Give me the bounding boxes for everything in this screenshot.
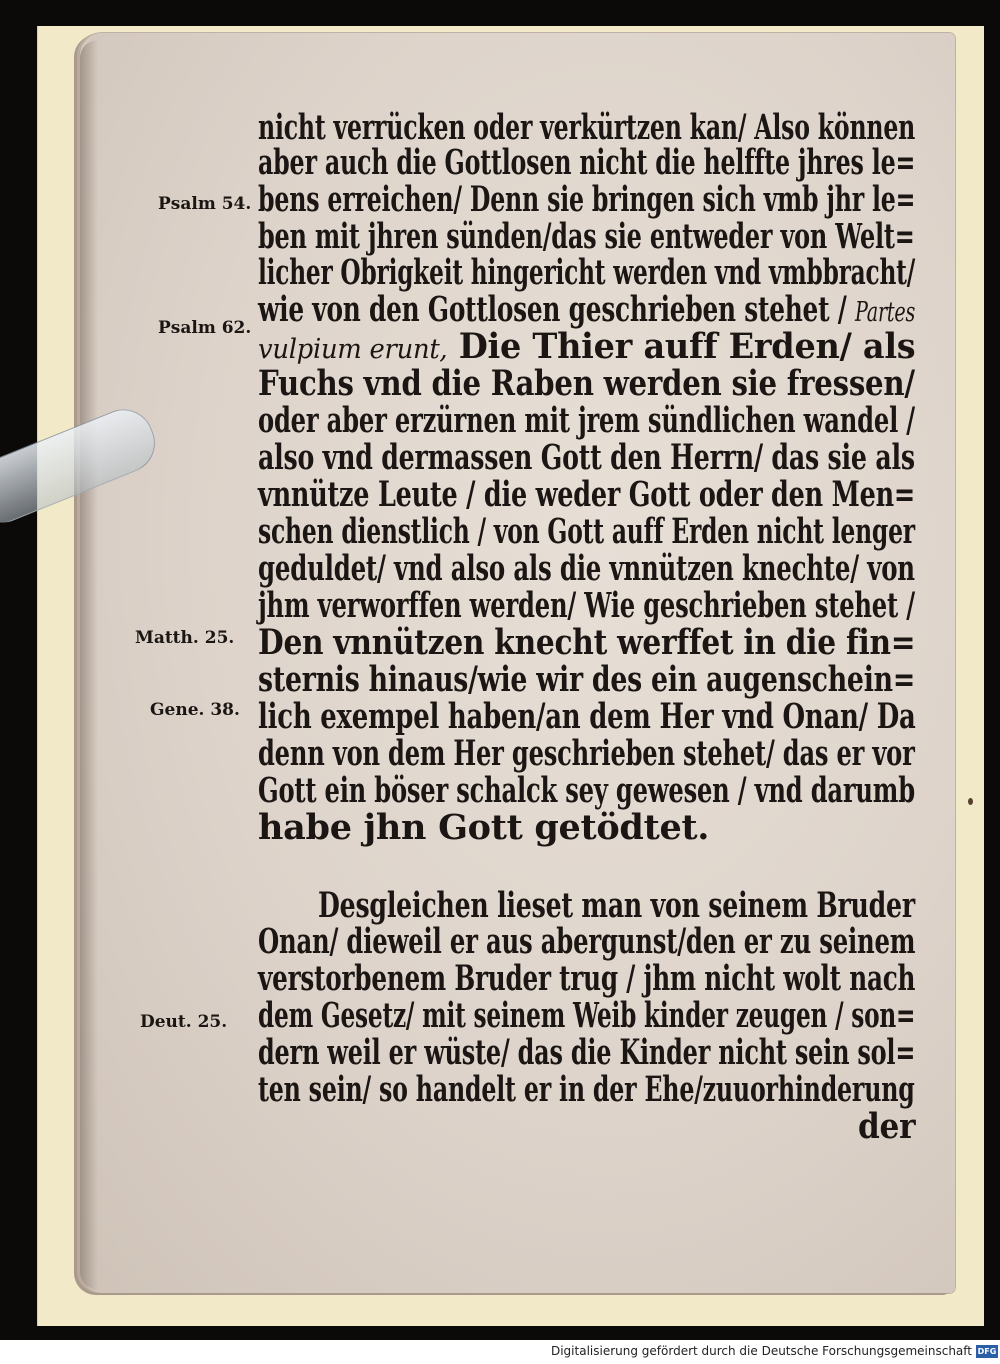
- text-line-12: schen dienstlich / von Gott auff Erden nicht lenger: [258, 511, 915, 552]
- text-line-3: bens erreichen/ Denn sie bringen sich vmb jhr le=: [258, 179, 916, 220]
- text-line-21: Desgleichen lieset man von seinem Bruder: [318, 885, 915, 926]
- ink-speck: [968, 798, 973, 805]
- text-line-11: vnnütze Leute / die weder Gott oder den Men=: [258, 474, 916, 515]
- margin-note-psalm-62: Psalm 62.: [158, 318, 252, 338]
- margin-note-matth-25: Matth. 25.: [135, 628, 235, 648]
- text-line-15: Den vnnützen knecht werffet in die fin=: [258, 622, 916, 663]
- text-line-26: ten sein/ so handelt er in der Ehe/zuuorhinderung: [258, 1069, 915, 1110]
- latin-phrase-1: Partes: [855, 297, 916, 328]
- margin-note-deut-25: Deut. 25.: [140, 1012, 228, 1032]
- text-line-18: denn von dem Her geschrieben stehet/ das er vor: [258, 733, 915, 774]
- page-edge-shadow: [80, 40, 98, 1290]
- text-line-16: sternis hinaus/wie wir des ein augenschein=: [258, 659, 916, 700]
- funding-credit: Digitalisierung gefördert durch die Deutsche Forschungsgemeinschaft: [550, 1344, 972, 1358]
- dfg-logo: DFG: [977, 1347, 997, 1356]
- text-line-4: ben mit jhren sünden/das sie entweder von Welt=: [258, 216, 915, 257]
- footer-bar: [0, 1340, 1000, 1364]
- text-line-20: habe jhn Gott getödtet.: [258, 807, 710, 848]
- text-line-1: nicht verrücken oder verkürtzen kan/ Also können: [258, 107, 916, 148]
- text-line-6-main: wie von den Gottlosen geschrieben stehet /: [258, 289, 847, 330]
- text-line-23: verstorbenem Bruder trug / jhm nicht wolt nach: [258, 958, 916, 999]
- text-line-5: licher Obrigkeit hingericht werden vnd vmbbracht/: [258, 252, 915, 293]
- text-line-9: oder aber erzürnen mit jrem sündlichen wandel /: [258, 400, 915, 441]
- text-line-8: Fuchs vnd die Raben werden sie fressen/: [258, 363, 915, 404]
- text-line-25: dern weil er wüste/ das die Kinder nicht sein sol=: [258, 1032, 916, 1073]
- text-line-2: aber auch die Gottlosen nicht die helffte jhres le=: [258, 142, 916, 183]
- text-line-22: Onan/ dieweil er aus abergunst/den er zu seinem: [258, 921, 916, 962]
- latin-phrase-2: vulpium erunt,: [258, 334, 448, 365]
- text-line-17: lich exempel haben/an dem Her vnd Onan/ Da: [258, 696, 916, 737]
- text-line-19: Gott ein böser schalck sey gewesen / vnd darumb: [258, 770, 915, 811]
- text-line-13: geduldet/ vnd also als die vnnützen knechte/ von: [258, 548, 915, 589]
- text-line-7-main: Die Thier auff Erden/ als: [458, 326, 916, 367]
- margin-note-psalm-54: Psalm 54.: [158, 194, 252, 214]
- text-line-14: jhm verworffen werden/ Wie geschrieben stehet /: [258, 585, 915, 626]
- margin-note-gene-38: Gene. 38.: [150, 700, 240, 720]
- catchword: der: [858, 1106, 916, 1147]
- text-line-10: also vnd dermassen Gott den Herrn/ das sie als: [258, 437, 915, 478]
- text-line-24: dem Gesetz/ mit seinem Weib kinder zeugen / son=: [258, 995, 916, 1036]
